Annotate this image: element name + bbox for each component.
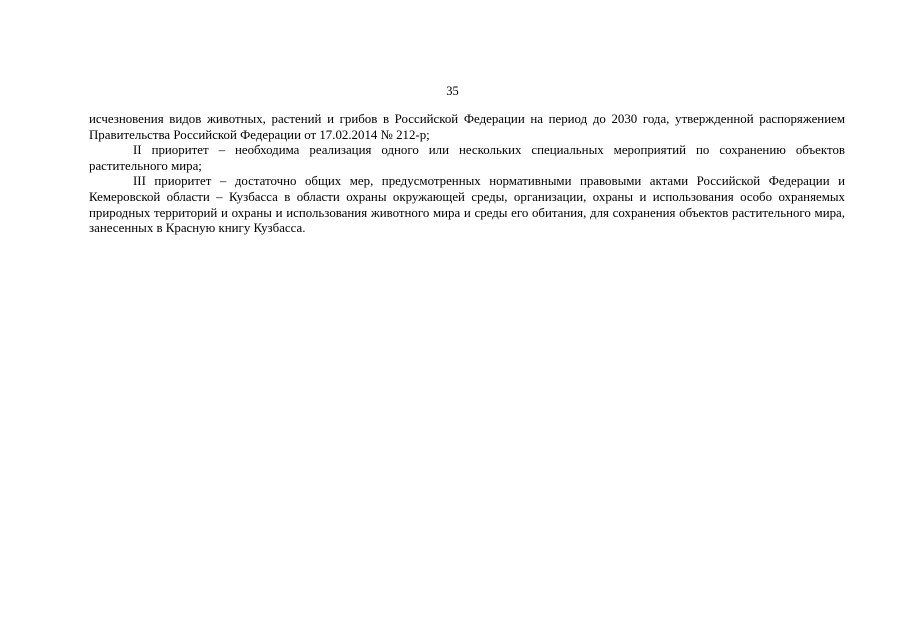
paragraph-priority-3: III приоритет – достаточно общих мер, предусмотренных нормативными правовыми актами Российской Федерации и Кемеровской области – Кузбасса в области охраны окружающей среды, организации, охраны и использования особо охраняемых природных территорий и охраны и использования животного мира и среды его обитания, для сохранения объектов растительного мира, занесенных в Красную книгу Кузбасса. [89, 174, 845, 236]
document-body [89, 112, 845, 237]
page-number: 35 [446, 84, 459, 98]
paragraph-priority-2: II приоритет – необходима реализация одного или нескольких специальных мероприятий по сохранению объектов растительного мира; [89, 143, 845, 173]
paragraph-continuation: исчезновения видов животных, растений и грибов в Российской Федерации на период до 2030 года, утвержденной распоряжением Правительства Российской Федерации от 17.02.2014 № 212-р; [89, 112, 845, 142]
